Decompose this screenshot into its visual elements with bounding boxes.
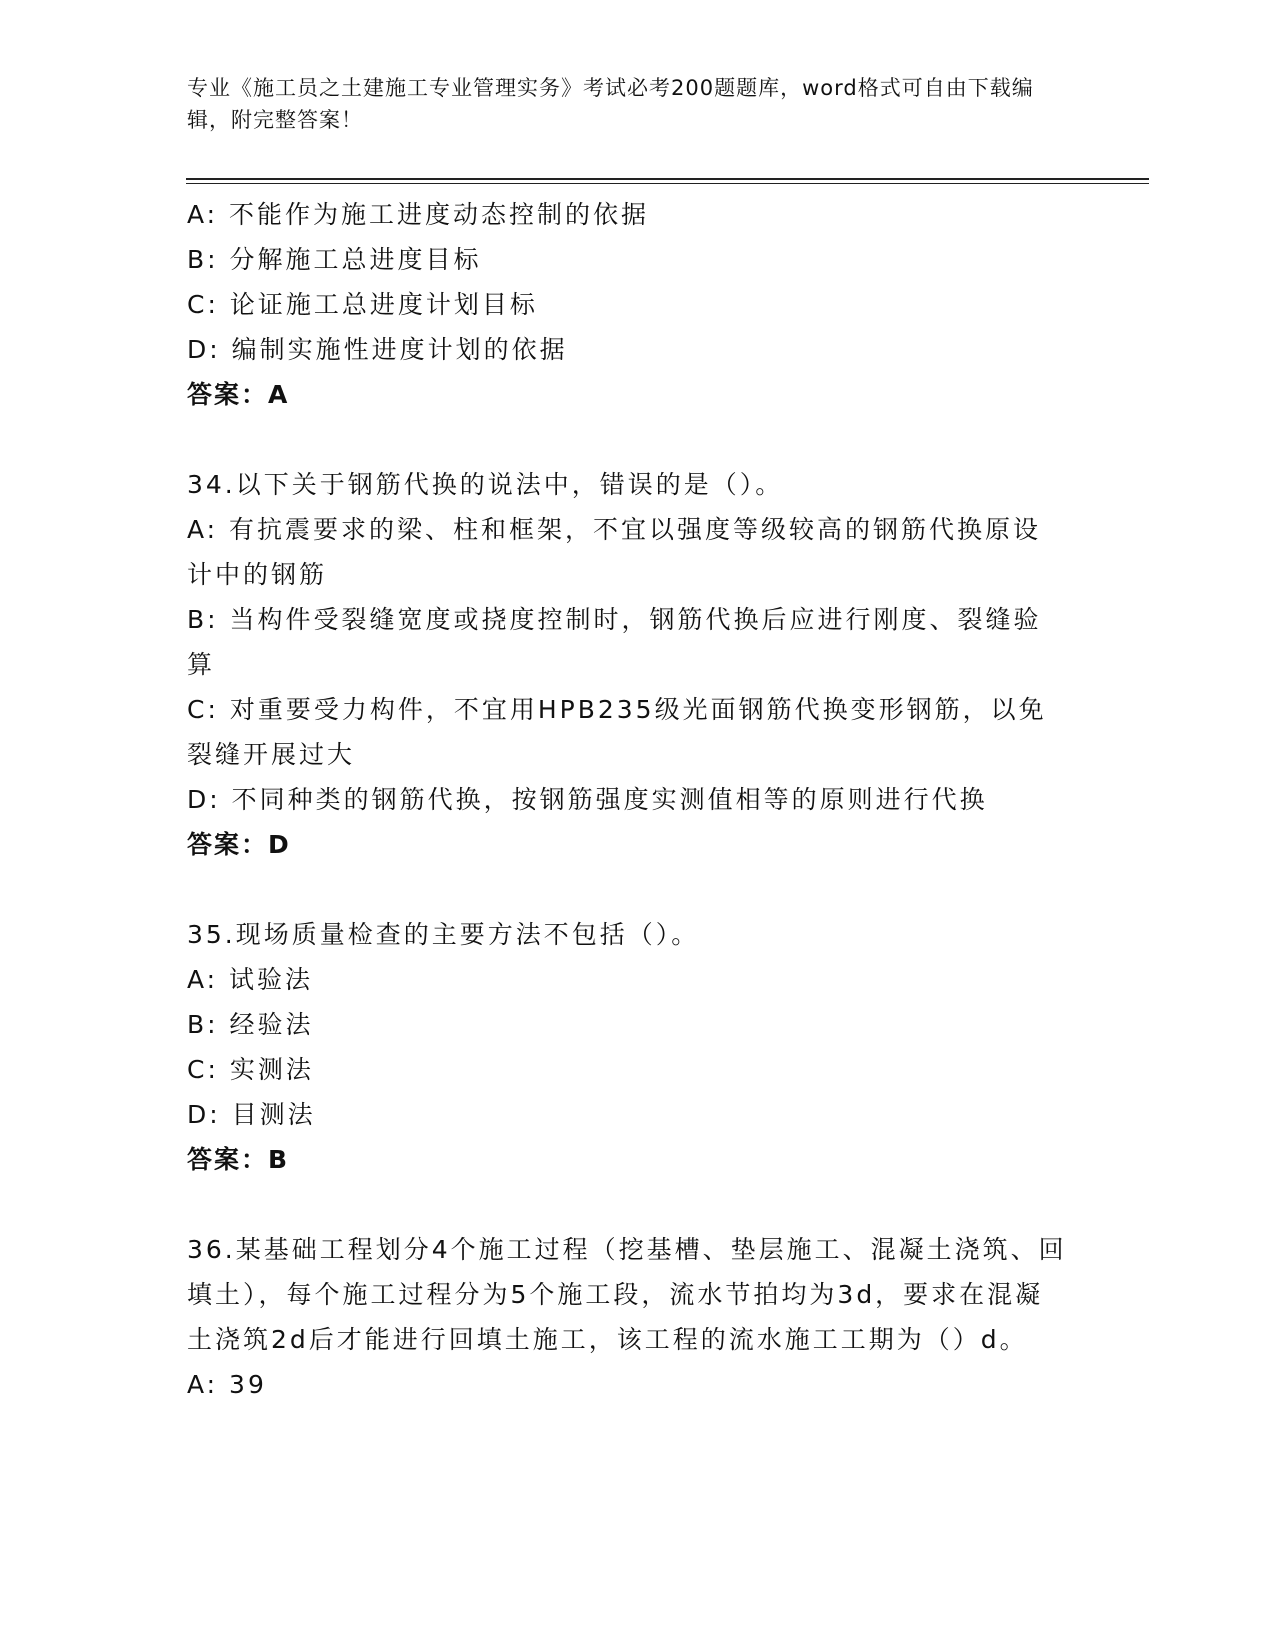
option-a: A: 试验法 — [187, 965, 314, 994]
header-divider-thin — [186, 183, 1149, 184]
question-block-36 — [187, 1227, 1067, 1407]
option-b: B: 当构件受裂缝宽度或挠度控制时，钢筋代换后应进行刚度、裂缝验算 — [187, 605, 1042, 679]
question-stem: 34.以下关于钢筋代换的说法中，错误的是（）。 — [187, 470, 784, 499]
header-text: 专业《施工员之土建施工专业管理实务》考试必考200题题库，word格式可自由下载编辑，附完整答案！ — [187, 76, 1034, 132]
option-a: A: 不能作为施工进度动态控制的依据 — [187, 200, 650, 229]
question-block-35 — [187, 912, 1067, 1182]
option-d: D: 目测法 — [187, 1100, 316, 1129]
answer-label: 答案：B — [187, 1145, 290, 1174]
document-header — [187, 72, 1067, 136]
question-list — [187, 192, 1067, 1407]
option-a: A: 39 — [187, 1370, 267, 1399]
option-d: D: 编制实施性进度计划的依据 — [187, 335, 568, 364]
option-c: C: 实测法 — [187, 1055, 314, 1084]
spacer — [187, 1182, 1067, 1227]
question-stem: 35.现场质量检查的主要方法不包括（）。 — [187, 920, 700, 949]
answer-label: 答案：D — [187, 830, 291, 859]
spacer — [187, 417, 1067, 462]
spacer — [187, 867, 1067, 912]
option-b: B: 分解施工总进度目标 — [187, 245, 482, 274]
answer-label: 答案：A — [187, 380, 290, 409]
question-block-34 — [187, 462, 1067, 867]
option-a: A: 有抗震要求的梁、柱和框架，不宜以强度等级较高的钢筋代换原设计中的钢筋 — [187, 515, 1042, 589]
question-stem: 36.某基础工程划分4个施工过程（挖基槽、垫层施工、混凝土浇筑、回填土），每个施工过程分为5个施工段，流水节拍均为3d，要求在混凝土浇筑2d后才能进行回填土施工，该工程的流水施工工期为（）d。 — [187, 1235, 1067, 1354]
option-c: C: 对重要受力构件，不宜用HPB235级光面钢筋代换变形钢筋，以免裂缝开展过大 — [187, 695, 1047, 769]
option-c: C: 论证施工总进度计划目标 — [187, 290, 538, 319]
question-block-prev — [187, 192, 1067, 417]
header-divider-thick — [186, 178, 1149, 180]
option-b: B: 经验法 — [187, 1010, 314, 1039]
option-d: D: 不同种类的钢筋代换，按钢筋强度实测值相等的原则进行代换 — [187, 785, 988, 814]
